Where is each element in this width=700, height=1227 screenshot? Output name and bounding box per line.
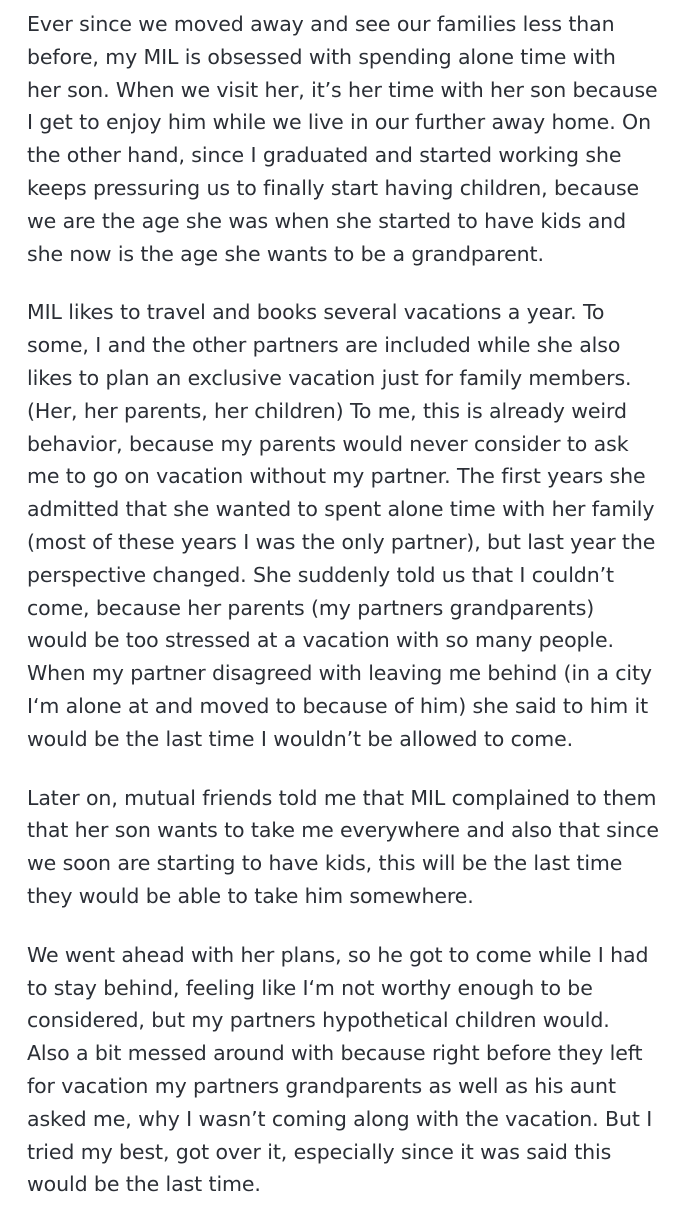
paragraph-line: We went ahead with her plans, so he got to come while I had bbox=[27, 942, 649, 967]
paragraph-line: keeps pressuring us to finally start having children, because bbox=[27, 175, 640, 200]
paragraph-line: would be too stressed at a vacation with so many people. bbox=[27, 628, 614, 653]
paragraph-2 bbox=[27, 296, 687, 755]
paragraph-line: I get to enjoy him while we live in our further away home. On bbox=[27, 110, 651, 135]
paragraph-line: likes to plan an exclusive vacation just for family members. bbox=[27, 365, 632, 390]
paragraph-line: When my partner disagreed with leaving me behind (in a city bbox=[27, 661, 652, 686]
paragraph-line: (Her, her parents, her children) To me, this is already weird bbox=[27, 398, 627, 423]
paragraph-line: she now is the age she wants to be a grandparent. bbox=[27, 241, 544, 266]
paragraph-line: perspective changed. She suddenly told us that I couldn’t bbox=[27, 562, 614, 587]
paragraph-line: behavior, because my parents would never consider to ask bbox=[27, 431, 629, 456]
paragraph-line: we soon are starting to have kids, this will be the last time bbox=[27, 851, 623, 876]
paragraph-line: I‘m alone at and moved to because of him) she said to him it bbox=[27, 693, 649, 718]
paragraph-line: to stay behind, feeling like I‘m not worthy enough to be bbox=[27, 975, 593, 1000]
paragraph-line: for vacation my partners grandparents as well as his aunt bbox=[27, 1073, 616, 1098]
paragraph-line: (most of these years I was the only partner), but last year the bbox=[27, 529, 656, 554]
paragraph-line: admitted that she wanted to spent alone time with her family bbox=[27, 497, 655, 522]
paragraph-4 bbox=[27, 939, 687, 1201]
paragraph-line: some, I and the other partners are included while she also bbox=[27, 333, 621, 358]
paragraph-line: would be the last time I wouldn’t be allowed to come. bbox=[27, 726, 574, 751]
paragraph-line: that her son wants to take me everywhere and also that since bbox=[27, 818, 659, 843]
paragraph-line: Ever since we moved away and see our families less than bbox=[27, 12, 615, 36]
paragraph-line: they would be able to take him somewhere. bbox=[27, 883, 474, 908]
paragraph-line: come, because her parents (my partners grandparents) bbox=[27, 595, 595, 620]
paragraph-line: before, my MIL is obsessed with spending alone time with bbox=[27, 44, 616, 69]
paragraph-line: tried my best, got over it, especially since it was said this bbox=[27, 1139, 612, 1164]
paragraph-line: would be the last time. bbox=[27, 1172, 261, 1197]
paragraph-line: Also a bit messed around with because right before they left bbox=[27, 1041, 643, 1066]
paragraph-line: considered, but my partners hypothetical children would. bbox=[27, 1008, 610, 1033]
paragraph-line: her son. When we visit her, it’s her time with her son because bbox=[27, 77, 658, 102]
document-body bbox=[27, 8, 687, 1227]
paragraph-line: we are the age she was when she started to have kids and bbox=[27, 208, 626, 233]
paragraph-line: asked me, why I wasn’t coming along with the vacation. But I bbox=[27, 1106, 653, 1131]
paragraph-line: MIL likes to travel and books several vacations a year. To bbox=[27, 300, 605, 325]
paragraph-line: me to go on vacation without my partner. The first years she bbox=[27, 464, 646, 489]
paragraph-line: Later on, mutual friends told me that MIL complained to them bbox=[27, 785, 657, 810]
paragraph-line: the other hand, since I graduated and started working she bbox=[27, 143, 622, 168]
paragraph-1 bbox=[27, 8, 687, 270]
paragraph-3 bbox=[27, 782, 687, 913]
